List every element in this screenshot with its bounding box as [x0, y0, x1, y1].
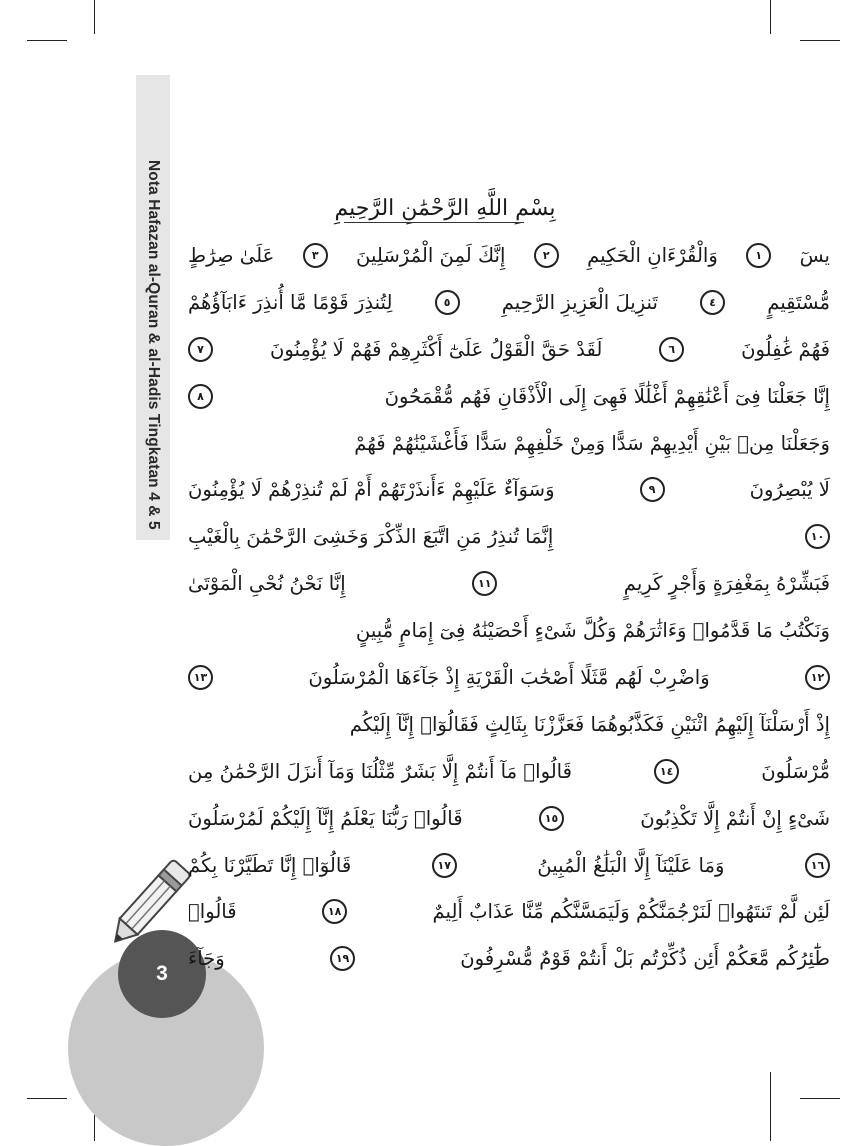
crop-mark [800, 40, 840, 41]
verse-text: وَاضْرِبْ لَهُم مَّثَلًا أَصْحَٰبَ الْقَرْيَةِ إِذْ جَآءَهَا الْمُرْسَلُونَ [308, 665, 710, 689]
ayah-number-marker: ١٨ [322, 899, 347, 924]
verse-line [188, 513, 830, 560]
ayah-number-marker: ٢ [534, 243, 559, 268]
verse-text: إِنَّا جَعَلْنَا فِىٓ أَعْنَٰقِهِمْ أَغْلَٰلًا فَهِىَ إِلَى الْأَذْقَانِ فَهُم مُّقْمَحُونَ [384, 384, 830, 408]
verse-text: لِتُنذِرَ قَوْمًا مَّا أُنذِرَ ءَابَآؤُهُمْ [188, 290, 393, 314]
verse-text: إِنَّمَا تُنذِرُ مَنِ اتَّبَعَ الذِّكْرَ وَخَشِىَ الرَّحْمَٰنَ بِالْغَيْبِ [188, 525, 554, 549]
ayah-number-marker: ١١ [472, 571, 497, 596]
verse-text: قَالُوا۟ مَآ أَنتُمْ إِلَّا بَشَرٌ مِّثْلُنَا وَمَآ أَنزَلَ الرَّحْمَٰنُ مِن [188, 759, 573, 783]
verse-text: طَٰٓئِرُكُم مَّعَكُمْ أَئِن ذُكِّرْتُم بَلْ أَنتُمْ قَوْمٌ مُّسْرِفُونَ [460, 947, 830, 971]
verse-line [188, 466, 830, 513]
verse-text: إِنَّكَ لَمِنَ الْمُرْسَلِينَ [356, 243, 506, 267]
verse-text: وَمَا عَلَيْنَآ إِلَّا الْبَلَٰغُ الْمُبِينُ [537, 853, 725, 877]
crop-mark [770, 1072, 771, 1141]
ayah-number-marker: ١٥ [539, 806, 564, 831]
basmala: بِسْمِ اللَّهِ الرَّحْمَٰنِ الرَّحِيمِ [334, 196, 556, 221]
verse-text: وَالْقُرْءَانِ الْحَكِيمِ [587, 243, 718, 267]
verse-line [188, 701, 830, 748]
verse-text: تَنزِيلَ الْعَزِيزِ الرَّحِيمِ [501, 290, 658, 314]
verse-text: فَبَشِّرْهُ بِمَغْفِرَةٍ وَأَجْرٍ كَرِيمٍ [623, 572, 830, 596]
verse-text: لَئِن لَّمْ تَنتَهُوا۟ لَنَرْجُمَنَّكُمْ وَلَيَمَسَّنَّكُم مِّنَّا عَذَابٌ أَلِيمٌ [432, 900, 830, 924]
ayah-number-marker: ١٠ [805, 524, 830, 549]
ayah-number-marker: ١٧ [432, 853, 457, 878]
crop-mark [770, 0, 771, 34]
ayah-number-marker: ١٦ [805, 853, 830, 878]
ayah-number-marker: ٣ [303, 243, 328, 268]
ayah-number-marker: ١٤ [654, 759, 679, 784]
verse-line [188, 279, 830, 326]
ayah-number-marker: ٤ [700, 290, 725, 315]
verse-line [188, 654, 830, 701]
verse-text: قَالُوا۟ [188, 900, 237, 924]
verse-line [188, 560, 830, 607]
ayah-number-marker: ٦ [659, 337, 684, 362]
verse-text: وَجَآءَ [188, 947, 225, 971]
verse-line [188, 935, 830, 982]
ayah-number-marker: ٩ [640, 477, 665, 502]
verse-text: عَلَىٰ صِرَٰطٍ [188, 243, 275, 267]
verse-text: مُّرْسَلُونَ [761, 759, 830, 783]
verse-text: قَالُوٓا۟ إِنَّا تَطَيَّرْنَا بِكُمْ [188, 853, 352, 877]
verse-line [188, 795, 830, 842]
crop-mark [27, 40, 67, 41]
ayah-number-marker: ٧ [188, 337, 213, 362]
verse-line [188, 888, 830, 935]
ayah-number-marker: ٨ [188, 384, 213, 409]
ayah-number-marker: ٥ [435, 290, 460, 315]
ayah-number-marker: ١٢ [805, 665, 830, 690]
verse-line [188, 607, 830, 654]
page-number: 3 [156, 962, 168, 985]
verse-line [188, 842, 830, 889]
verse-text: يسٓ [799, 243, 830, 267]
verse-text: لَا يُبْصِرُونَ [749, 478, 830, 502]
crop-mark [27, 1098, 67, 1099]
basmala-underline [344, 222, 524, 223]
verse-line [188, 420, 830, 467]
ayah-number-marker: ١٣ [188, 665, 213, 690]
verse-text: مُّسْتَقِيمٍ [767, 290, 830, 314]
verse-text: لَقَدْ حَقَّ الْقَوْلُ عَلَىٰٓ أَكْثَرِهِمْ فَهُمْ لَا يُؤْمِنُونَ [269, 337, 603, 361]
book-title: Nota Hafazan al-Quran & al-Hadis Tingkatan 4 & 5 [145, 160, 162, 530]
verse-text: إِنَّا نَحْنُ نُحْىِ الْمَوْتَىٰ [188, 572, 346, 596]
crop-mark [94, 0, 95, 34]
verse-line [188, 373, 830, 420]
verse-text: وَسَوَآءٌ عَلَيْهِمْ ءَأَنذَرْتَهُمْ أَمْ لَمْ تُنذِرْهُمْ لَا يُؤْمِنُونَ [188, 478, 555, 502]
verse-text: وَجَعَلْنَا مِنۢ بَيْنِ أَيْدِيهِمْ سَدًّا وَمِنْ خَلْفِهِمْ سَدًّا فَأَغْشَيْنَٰهُمْ فَهُمْ [354, 431, 830, 455]
verse-lines [188, 232, 830, 982]
ayah-number-marker: ١ [746, 243, 771, 268]
verse-text: قَالُوا۟ رَبُّنَا يَعْلَمُ إِنَّآ إِلَيْكُمْ لَمُرْسَلُونَ [188, 806, 463, 830]
pencil-icon [100, 852, 196, 958]
crop-mark [800, 1098, 840, 1099]
verse-text: إِذْ أَرْسَلْنَآ إِلَيْهِمُ اثْنَيْنِ فَكَذَّبُوهُمَا فَعَزَّزْنَا بِثَالِثٍ فَقَالُوٓا۟ إِنَّآ إِلَيْكُم [349, 712, 830, 736]
verse-text: وَنَكْتُبُ مَا قَدَّمُوا۟ وَءَاثَٰرَهُمْ وَكُلَّ شَىْءٍ أَحْصَيْنَٰهُ فِىٓ إِمَامٍ مُّبِينٍ [355, 619, 830, 643]
verse-line [188, 232, 830, 279]
ayah-number-marker: ١٩ [330, 946, 355, 971]
verse-text: فَهُمْ غَٰفِلُونَ [741, 337, 830, 361]
verse-line [188, 326, 830, 373]
verse-text: شَىْءٍ إِنْ أَنتُمْ إِلَّا تَكْذِبُونَ [640, 806, 830, 830]
verse-line [188, 748, 830, 795]
